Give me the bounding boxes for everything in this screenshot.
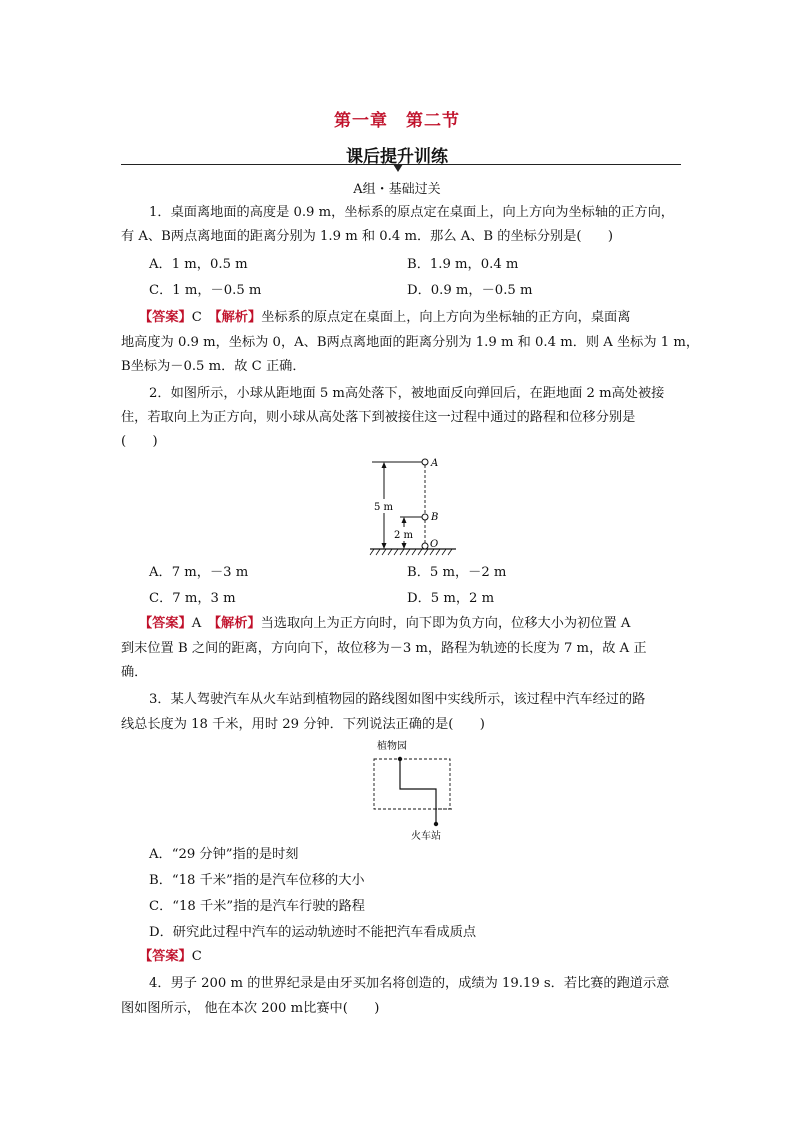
ball-b-icon: [422, 514, 428, 520]
q3-option-c: C．“18 千米”指的是汽车行驶的路程: [149, 899, 365, 914]
q1-option-c: C．1 m，－0.5 m: [149, 283, 262, 298]
q1-option-b: B．1.9 m，0.4 m: [407, 257, 519, 272]
q1-analysis-line-1: 坐标系的原点定在桌面上，向上方向为坐标轴的正方向，桌面离: [261, 310, 631, 325]
q2-stem-line-2: 住，若取向上为正方向，则小球从高处落下到被接住这一过程中通过的路程和位移分别是: [121, 410, 636, 425]
q3-option-b: B．“18 千米”指的是汽车位移的大小: [149, 873, 365, 888]
q2-stem-line-3: ( ): [121, 434, 158, 449]
section-subtitle: 课后提升训练: [346, 147, 448, 167]
q2-analysis-line-3: 确．: [121, 665, 148, 680]
q3-stem-line-1: 3．某人驾驶汽车从火车站到植物园的路线图如图中实线所示，该过程中汽车经过的路: [149, 692, 646, 707]
q2-label-a: A: [431, 458, 439, 469]
analysis-tag: 【解析】: [215, 310, 262, 325]
q3-option-d: D．研究此过程中汽车的运动轨迹时不能把汽车看成质点: [149, 925, 477, 940]
q2-analysis-line-2: 到末位置 B 之间的距离，方向向下，故位移为－3 m，路程为轨迹的长度为 7 m，故 A 正: [121, 641, 647, 656]
q1-option-a: A．1 m，0.5 m: [149, 257, 248, 272]
q2-label-b: B: [431, 512, 439, 523]
q1-stem-line-2: 有 A、B两点离地面的距离分别为 1.9 m 和 0.4 m．那么 A、B 的坐标分别是( ): [121, 229, 614, 244]
q2-answer: A: [191, 616, 202, 631]
q2-option-d: D．5 m，2 m: [407, 591, 495, 606]
analysis-tag: 【解析】: [214, 616, 261, 631]
q3-answer: C: [191, 949, 202, 964]
ball-a-icon: [422, 459, 428, 465]
q3-answer-line: [139, 945, 699, 969]
answer-tag: 【答案】: [139, 949, 192, 964]
q4-stem-line-1: 4．男子 200 m 的世界纪录是由牙买加名将创造的，成绩为 19.19 s．若比赛的跑道示意: [149, 976, 670, 991]
q3-stem-line-2: 线总长度为 18 千米，用时 29 分钟．下列说法正确的是( ): [121, 717, 485, 732]
q2-option-b: B．5 m，－2 m: [407, 565, 507, 580]
station-point-icon: [434, 822, 438, 826]
q1-analysis-line-2: 地高度为 0.9 m，坐标为 0，A、B两点离地面的距离分别为 1.9 m 和 0.4 m．则 A 坐标为 1 m，: [121, 335, 700, 350]
q1-stem-line-1: 1．桌面离地面的高度是 0.9 m，坐标系的原点定在桌面上，向上方向为坐标轴的正方向，: [149, 205, 674, 220]
answer-tag: 【答案】: [139, 310, 192, 325]
garden-point-icon: [398, 757, 402, 761]
q2-label-o: O: [430, 539, 439, 550]
q1-answer: C: [191, 310, 202, 325]
q1-analysis-line-3: B坐标为－0.5 m．故 C 正确．: [121, 359, 306, 374]
answer-tag: 【答案】: [139, 616, 192, 631]
q2-figure-ball-drop: [360, 455, 470, 559]
chapter-title: 第一章 第二节: [334, 111, 460, 131]
q3-label-station: 火车站: [411, 831, 441, 842]
q2-label-2m: 2 m: [394, 530, 414, 541]
q2-stem-line-1: 2．如图所示，小球从距地面 5 m高处落下，被地面反向弹回后，在距地面 2 m高处被接: [149, 386, 665, 401]
group-label: A组・基础过关: [353, 182, 441, 197]
ball-o-icon: [422, 543, 428, 549]
q1-answer-line: [139, 306, 699, 330]
rule-marker-icon: [393, 164, 403, 172]
q2-option-c: C．7 m，3 m: [149, 591, 236, 606]
q2-option-a: A．7 m，－3 m: [149, 565, 249, 580]
q2-analysis-line-1: 当选取向上为正方向时，向下即为负方向，位移大小为初位置 A: [260, 616, 631, 631]
q1-option-d: D．0.9 m，－0.5 m: [407, 283, 533, 298]
q2-label-5m: 5 m: [374, 502, 394, 513]
q3-option-a: A．“29 分钟”指的是时刻: [149, 847, 299, 862]
q3-figure-route-map: [360, 737, 470, 843]
q4-stem-line-2: 图如图所示， 他在本次 200 m比赛中( ): [121, 1001, 380, 1016]
q3-label-garden: 植物园: [377, 741, 407, 752]
q2-answer-line: [139, 612, 699, 636]
